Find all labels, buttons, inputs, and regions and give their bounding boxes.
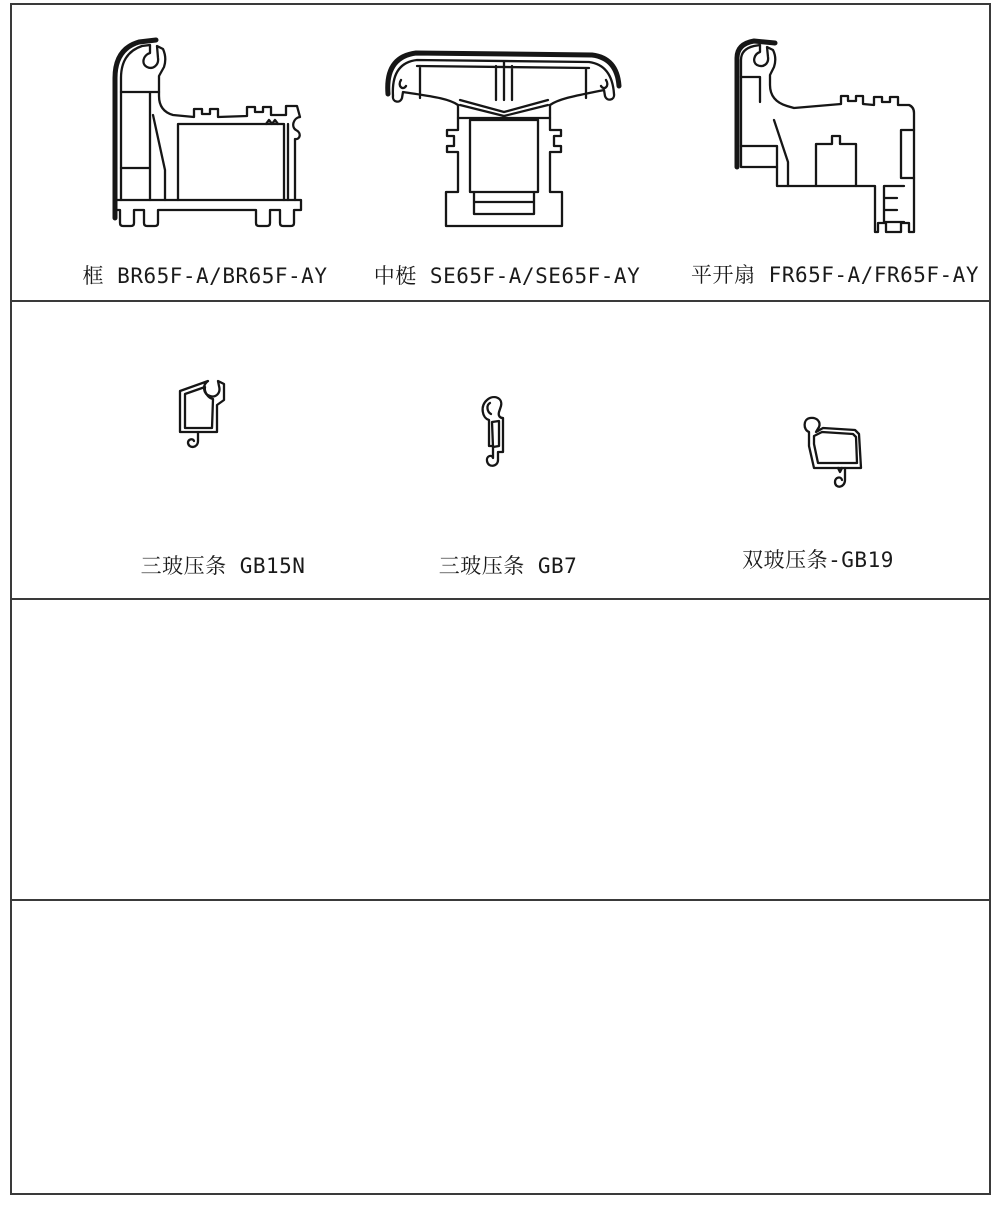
casement-sash-profile-label: 平开扇 FR65F-A/FR65F-AY bbox=[691, 263, 979, 287]
highlight-edge bbox=[737, 41, 775, 167]
bead-inner-line bbox=[814, 432, 857, 472]
frame-profile-drawing bbox=[98, 34, 310, 230]
mullion-profile-label: 中梃 SE65F-A/SE65F-AY bbox=[373, 264, 641, 288]
sash-outline bbox=[741, 45, 914, 232]
bead-inner-line bbox=[185, 387, 213, 428]
frame-base-feet bbox=[115, 200, 301, 226]
bead-foot bbox=[188, 432, 198, 447]
sash-internal-lines bbox=[741, 77, 914, 222]
bead-gb15n-drawing bbox=[168, 378, 248, 473]
frame-profile-label: 框 BR65F-A/BR65F-AY bbox=[82, 264, 328, 288]
row-divider-1 bbox=[10, 300, 991, 302]
empty-row-3 bbox=[10, 600, 991, 899]
bead-gb19-label: 双玻压条-GB19 bbox=[742, 548, 894, 572]
casement-sash-profile-drawing bbox=[698, 36, 948, 248]
bead-gb19-drawing bbox=[795, 412, 875, 497]
empty-row-4 bbox=[10, 901, 991, 1195]
bead-gb15n-label: 三玻压条 GB15N bbox=[140, 554, 306, 578]
mullion-internal-lines bbox=[400, 62, 608, 192]
mullion-profile-drawing bbox=[368, 42, 638, 242]
bead-gb7-drawing bbox=[472, 390, 532, 482]
mullion-stem bbox=[446, 105, 562, 226]
bead-gb7-label: 三玻压条 GB7 bbox=[438, 554, 578, 578]
